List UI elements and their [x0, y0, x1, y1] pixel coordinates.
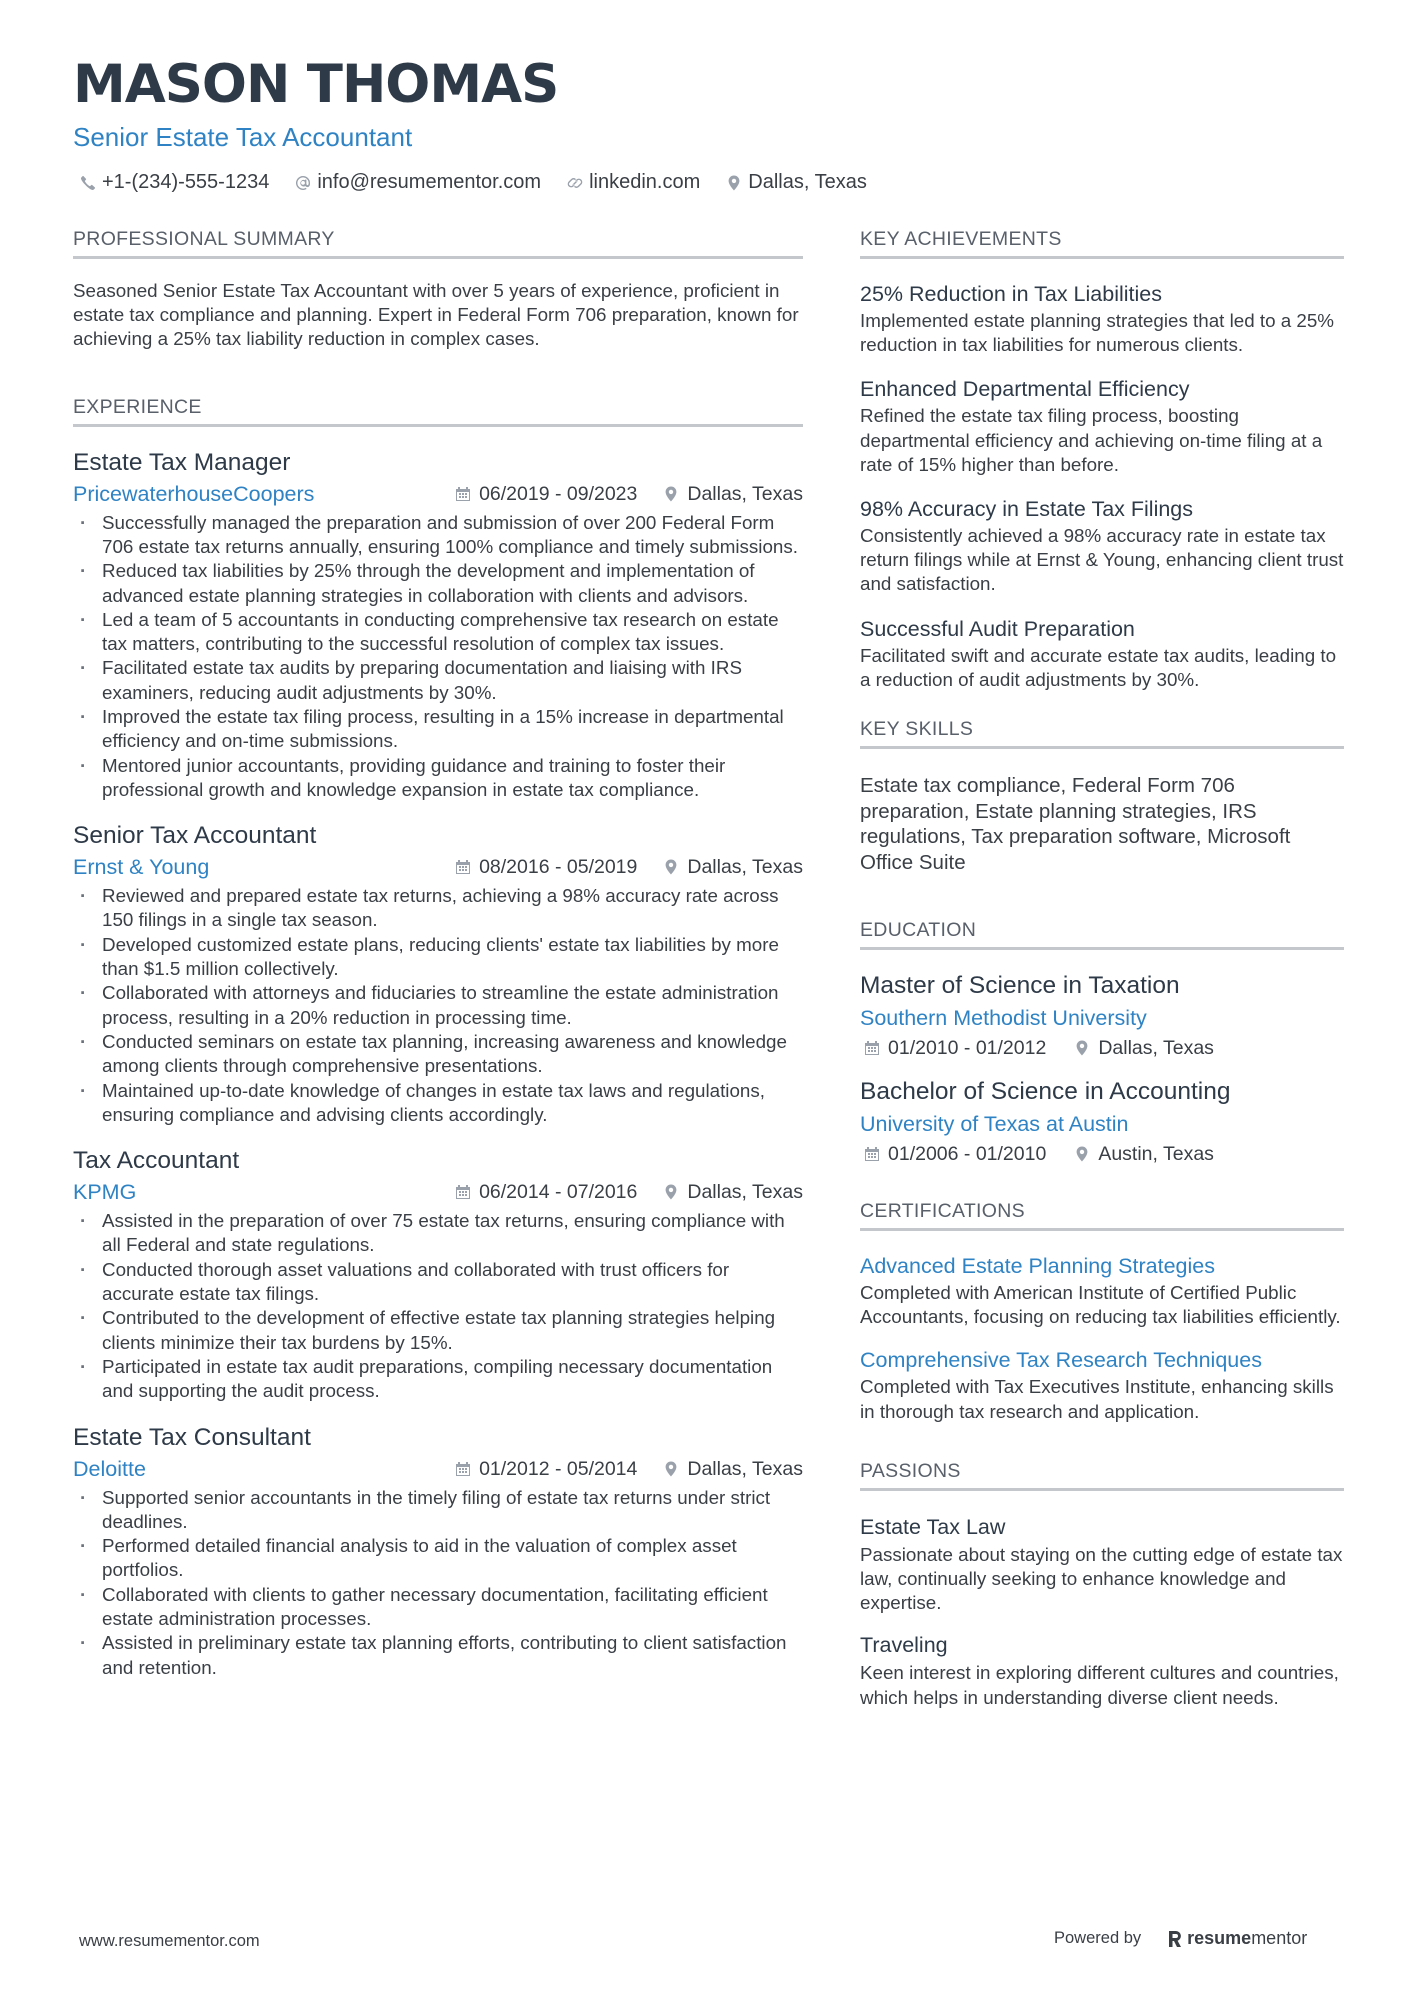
- achievement-text: Facilitated swift and accurate estate tax audits, leading to a reduction of audit adjustments by 30%.: [860, 644, 1337, 690]
- passion-text: Passionate about staying on the cutting edge of estate tax law, continually seeking to enhance knowledge and expertise.: [860, 1543, 1343, 1614]
- certification-item: [860, 1251, 1344, 1329]
- section-heading: EXPERIENCE: [73, 396, 803, 427]
- education-item: [860, 1076, 1344, 1168]
- bullet-item: · Assisted in preliminary estate tax planning efforts, contributing to client satisfaction and retention.: [73, 1631, 803, 1680]
- bullet-item: · Mentored junior accountants, providing guidance and training to foster their professional growth and knowledge expansion in estate tax compliance.: [73, 754, 803, 803]
- job-dates: [455, 479, 637, 509]
- certification-title: Advanced Estate Planning Strategies: [860, 1254, 1215, 1279]
- location-text: Dallas, Texas: [1098, 1037, 1214, 1060]
- contact-phone: [80, 171, 269, 194]
- calendar-icon: [455, 1461, 471, 1477]
- job-dates: [455, 852, 637, 882]
- bullet-item: · Facilitated estate tax audits by preparing documentation and liaising with IRS examiners, reducing audit adjustments by 30%.: [73, 656, 803, 705]
- passions-section: [860, 1460, 1344, 1710]
- summary-text: Seasoned Senior Estate Tax Accountant with over 5 years of experience, proficient in estate tax compliance and planning. Expert in Federal Form 706 preparation, known for achieving a 25% tax liability reduction in complex cases.: [73, 280, 799, 350]
- map-pin-icon: [663, 486, 679, 502]
- location-text: Dallas, Texas: [687, 1457, 803, 1480]
- section-heading: PASSIONS: [860, 1460, 1344, 1491]
- school-name: University of Texas at Austin: [860, 1112, 1129, 1137]
- bullet-item: · Developed customized estate plans, reducing clients' estate tax liabilities by more than $1.5 million collectively.: [73, 933, 803, 982]
- bullet-item: · Led a team of 5 accountants in conducting comprehensive tax research on estate tax matters, contributing to the successful resolution of complex tax issues.: [73, 608, 803, 657]
- job-title: Estate Tax Consultant: [73, 1423, 311, 1451]
- bullet-item: · Conducted thorough asset valuations and collaborated with trust officers for accurate estate tax filings.: [73, 1258, 803, 1307]
- bullet-item: · Improved the estate tax filing process, resulting in a 15% increase in departmental efficiency and on-time submissions.: [73, 705, 803, 754]
- calendar-icon: [864, 1040, 880, 1056]
- candidate-name: MASON THOMAS: [73, 54, 559, 115]
- job-location: [663, 852, 803, 882]
- location-text: Dallas, Texas: [687, 482, 803, 505]
- map-pin-icon: [1074, 1146, 1090, 1162]
- achievement-title: 25% Reduction in Tax Liabilities: [860, 282, 1162, 306]
- bullet-item: · Contributed to the development of effective estate tax planning strategies helping clients minimize their tax burdens by 15%.: [73, 1306, 803, 1355]
- degree-name: Bachelor of Science in Accounting: [860, 1078, 1231, 1106]
- job-title: Tax Accountant: [73, 1147, 240, 1175]
- education-meta: [864, 1034, 1344, 1062]
- job-location: [663, 479, 803, 509]
- job-title: Senior Tax Accountant: [73, 822, 317, 850]
- skills-text: Estate tax compliance, Federal Form 706 preparation, Estate planning strategies, IRS regulations, Tax preparation software, Microsoft Office Suite: [860, 774, 1291, 874]
- link-icon: [567, 175, 583, 191]
- map-pin-icon: [663, 1184, 679, 1200]
- job-meta: [73, 479, 803, 509]
- powered-by-text: Powered by: [1054, 1929, 1142, 1947]
- company-name: PricewaterhouseCoopers: [73, 481, 315, 506]
- certifications-section: [860, 1200, 1344, 1424]
- education-section: [860, 919, 1344, 1168]
- brand-logo-icon: [1167, 1930, 1183, 1948]
- education-location: [1074, 1140, 1214, 1168]
- bullet-item: · Supported senior accountants in the timely filing of estate tax returns under strict deadlines.: [73, 1486, 803, 1535]
- company-name: Deloitte: [73, 1456, 146, 1481]
- brand-name: [1187, 1928, 1307, 1949]
- footer-website[interactable]: www.resumementor.com: [79, 1932, 260, 1950]
- location-text: Dallas, Texas: [687, 1181, 803, 1204]
- section-heading: PROFESSIONAL SUMMARY: [73, 228, 803, 259]
- bullet-item: · Participated in estate tax audit preparations, compiling necessary documentation and supporting the audit process.: [73, 1355, 803, 1404]
- location-text: Dallas, Texas: [687, 856, 803, 879]
- calendar-icon: [864, 1146, 880, 1162]
- left-column: [73, 228, 803, 1698]
- map-pin-icon: [726, 175, 742, 191]
- job-location: [663, 1454, 803, 1484]
- achievement-item: [860, 614, 1344, 692]
- at-icon: [295, 175, 311, 191]
- certification-title: Comprehensive Tax Research Techniques: [860, 1348, 1262, 1373]
- job-meta: [73, 852, 803, 882]
- passion-item: [860, 1629, 1344, 1709]
- achievement-text: Refined the estate tax filing process, boosting departmental efficiency and achieving on-time filing at a rate of 15% higher than before.: [860, 405, 1323, 475]
- achievements-section: [860, 228, 1344, 692]
- achievement-item: [860, 279, 1344, 357]
- bullet-item: · Maintained up-to-date knowledge of changes in estate tax laws and regulations, ensuring compliance and advising clients accordingly.: [73, 1079, 803, 1128]
- location-text: Dallas, Texas: [748, 171, 867, 193]
- achievement-title: 98% Accuracy in Estate Tax Filings: [860, 497, 1194, 522]
- summary-section: [73, 228, 803, 352]
- achievement-title: Enhanced Departmental Efficiency: [860, 377, 1190, 402]
- brand-rest: mentor: [1251, 1928, 1308, 1948]
- certification-item: [860, 1345, 1344, 1423]
- dates-text: 08/2016 - 05/2019: [479, 856, 638, 879]
- bullet-item: · Reduced tax liabilities by 25% through the development and implementation of advanced estate planning strategies in collaboration with clients and advisors.: [73, 559, 803, 608]
- dates-text: 06/2014 - 07/2016: [479, 1181, 638, 1204]
- section-heading: EDUCATION: [860, 919, 1344, 950]
- calendar-icon: [455, 486, 471, 502]
- section-heading: KEY SKILLS: [860, 718, 1344, 749]
- passion-text: Keen interest in exploring different cultures and countries, which helps in understanding diverse client needs.: [860, 1662, 1339, 1708]
- experience-section: [73, 396, 803, 1680]
- job-bullets: [73, 884, 803, 1127]
- bullet-item: · Conducted seminars on estate tax planning, increasing awareness and knowledge among clients through comprehensive presentations.: [73, 1030, 803, 1079]
- certification-text: Completed with American Institute of Certified Public Accountants, focusing on reducing tax liabilities efficiently.: [860, 1282, 1341, 1328]
- passion-item: [860, 1511, 1344, 1616]
- company-name: Ernst & Young: [73, 855, 210, 880]
- brand-logo[interactable]: [1167, 1928, 1307, 1949]
- section-heading: KEY ACHIEVEMENTS: [860, 228, 1344, 259]
- education-item: [860, 970, 1344, 1062]
- map-pin-icon: [663, 1461, 679, 1477]
- bullet-item: · Successfully managed the preparation and submission of over 200 Federal Form 706 estate tax returns annually, ensuring 100% compliance and timely submissions.: [73, 511, 803, 560]
- job-location: [663, 1177, 803, 1207]
- contact-location: [726, 171, 867, 194]
- right-column: [860, 228, 1344, 1754]
- job-bullets: [73, 511, 803, 803]
- education-dates: [864, 1034, 1046, 1062]
- school-name: Southern Methodist University: [860, 1006, 1147, 1031]
- calendar-icon: [455, 1184, 471, 1200]
- map-pin-icon: [1074, 1040, 1090, 1056]
- job-dates: [455, 1177, 637, 1207]
- passion-title: Traveling: [860, 1633, 948, 1658]
- brand-bold: resume: [1187, 1928, 1252, 1948]
- job-meta: [73, 1177, 803, 1207]
- certification-text: Completed with Tax Executives Institute, enhancing skills in thorough tax research and application.: [860, 1376, 1334, 1422]
- bullet-item: · Collaborated with clients to gather necessary documentation, facilitating efficient estate administration processes.: [73, 1583, 803, 1632]
- achievement-item: [860, 494, 1344, 597]
- job-entry: [73, 820, 803, 1127]
- contact-linkedin[interactable]: [567, 171, 700, 194]
- dates-text: 06/2019 - 09/2023: [479, 482, 638, 505]
- job-meta: [73, 1454, 803, 1484]
- calendar-icon: [455, 859, 471, 875]
- candidate-title: Senior Estate Tax Accountant: [73, 122, 413, 152]
- education-dates: [864, 1140, 1046, 1168]
- skills-section: [860, 718, 1344, 875]
- dates-text: 01/2012 - 05/2014: [479, 1457, 638, 1480]
- education-meta: [864, 1140, 1344, 1168]
- achievement-item: [860, 374, 1344, 477]
- job-entry: [73, 1422, 803, 1680]
- footer-branding: [1054, 1928, 1307, 1949]
- job-bullets: [73, 1209, 803, 1403]
- company-name: KPMG: [73, 1180, 137, 1205]
- section-heading: CERTIFICATIONS: [860, 1200, 1344, 1231]
- bullet-item: · Assisted in the preparation of over 75 estate tax returns, ensuring compliance with all Federal and state regulations.: [73, 1209, 803, 1258]
- achievement-text: Implemented estate planning strategies that led to a 25% reduction in tax liabilities for numerous clients.: [860, 310, 1335, 356]
- map-pin-icon: [663, 859, 679, 875]
- email-text: info@resumementor.com: [317, 171, 542, 193]
- job-title: Estate Tax Manager: [73, 448, 291, 476]
- achievement-title: Successful Audit Preparation: [860, 616, 1135, 641]
- bullet-item: · Collaborated with attorneys and fiduciaries to streamline the estate administration process, resulting in a 20% reduction in processing time.: [73, 981, 803, 1030]
- dates-text: 01/2006 - 01/2010: [888, 1143, 1047, 1166]
- job-bullets: [73, 1486, 803, 1680]
- location-text: Austin, Texas: [1098, 1143, 1214, 1166]
- phone-text: +1-(234)-555-1234: [102, 171, 270, 193]
- job-dates: [455, 1454, 637, 1484]
- contact-bar: [80, 171, 867, 194]
- bullet-item: · Reviewed and prepared estate tax returns, achieving a 98% accuracy rate across 150 filings in a single tax season.: [73, 884, 803, 933]
- job-entry: [73, 1145, 803, 1403]
- passion-title: Estate Tax Law: [860, 1514, 1006, 1539]
- education-location: [1074, 1034, 1214, 1062]
- contact-email[interactable]: [295, 171, 541, 194]
- dates-text: 01/2010 - 01/2012: [888, 1037, 1047, 1060]
- job-entry: [73, 447, 803, 803]
- bullet-item: · Performed detailed financial analysis to aid in the valuation of complex asset portfolios.: [73, 1534, 803, 1583]
- degree-name: Master of Science in Taxation: [860, 972, 1180, 1000]
- phone-icon: [80, 175, 96, 191]
- linkedin-text: linkedin.com: [589, 171, 701, 193]
- achievement-text: Consistently achieved a 98% accuracy rate in estate tax return filings while at Ernst & Young, enhancing client trust and satisfaction.: [860, 525, 1344, 595]
